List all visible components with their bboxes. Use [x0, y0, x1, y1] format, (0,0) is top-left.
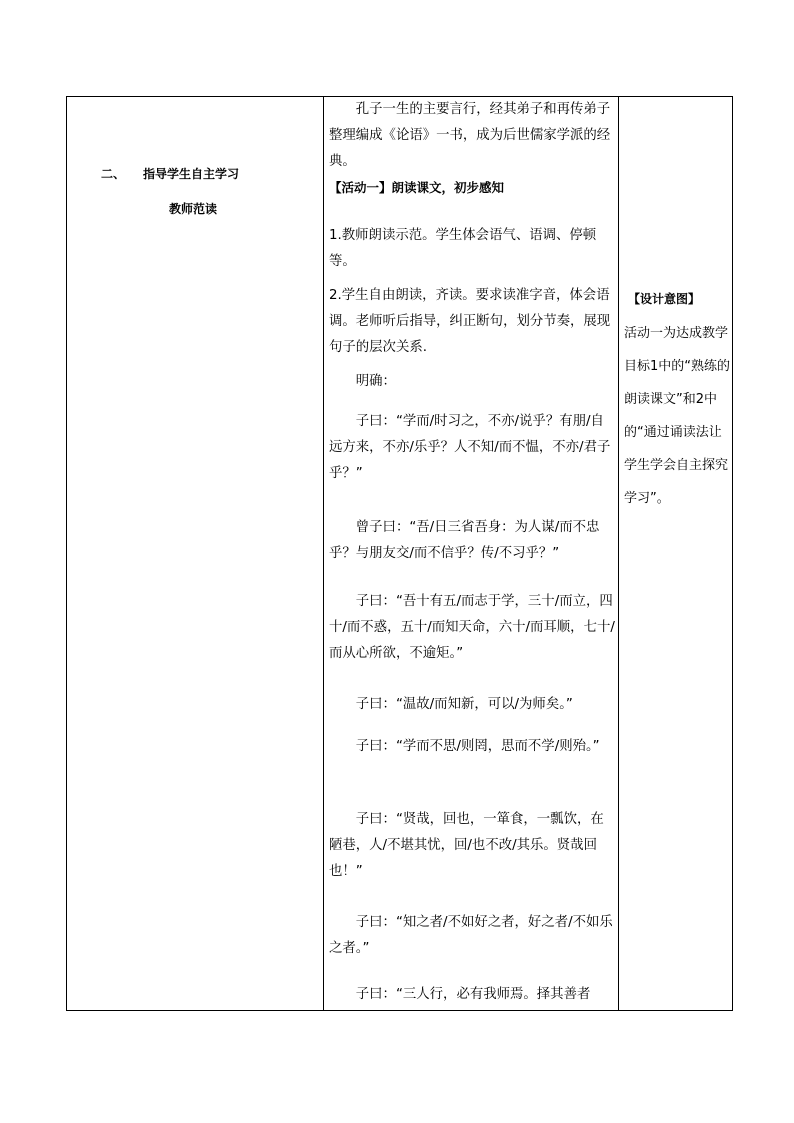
- design-intent-title: 【设计意图】: [628, 292, 701, 306]
- section-title: 指导学生自主学习: [143, 167, 240, 181]
- design-intent-body: 活动一为达成教学目标1中的“熟练的朗读课文”和2中的“通过诵读法让学生学会自主探究学习”。: [624, 326, 731, 506]
- quote-3: 子曰：“吾十有五/而志于学，三十/而立，四十/而不惑，五十/而知天命，六十/而耳顺，七十/而从心所欲，不逾矩。”: [329, 594, 615, 661]
- quote-8: 子曰：“三人行，必有我师焉。择其善者: [329, 987, 591, 1002]
- column-divider: [618, 97, 619, 1010]
- section-heading: [101, 165, 239, 182]
- activity-title: 【活动一】朗读课文，初步感知: [329, 180, 505, 195]
- step-2: 2.学生自由朗读，齐读。要求读准字音，体会语调。老师听后指导，纠正断句，划分节奏，展现句子的层次关系.: [329, 288, 611, 355]
- quote-4: 子曰：“温故/而知新，可以/为师矣。”: [329, 697, 573, 712]
- quote-2: 曾子曰：“吾/日三省吾身：为人谋/而不忠乎？与朋友交/而不信乎？传/不习乎？”: [329, 520, 600, 561]
- column-divider: [323, 97, 324, 1010]
- design-intent-column: [622, 97, 732, 1010]
- content-column: [329, 97, 616, 1010]
- clarify-label: 明确：: [329, 374, 396, 389]
- step-1: 1.教师朗读示范。学生体会语气、语调、停顿等。: [329, 228, 597, 269]
- quote-6: 子曰：“贤哉，回也，一箪食，一瓢饮，在陋巷，人/不堪其忧，回/也不改/其乐。贤哉回也！”: [329, 812, 604, 879]
- intro-paragraph: 孔子一生的主要言行，经其弟子和再传弟子整理编成《论语》一书，成为后世儒家学派的经典。: [329, 102, 611, 169]
- quote-5: 子曰：“学而不思/则罔，思而不学/则殆。”: [329, 739, 600, 754]
- quote-7: 子曰：“知之者/不如好之者，好之者/不如乐之者。”: [329, 915, 613, 956]
- section-subtitle: 教师范读: [169, 202, 218, 216]
- procedure-column: [67, 97, 323, 1010]
- section-number: 二、: [101, 167, 126, 181]
- quote-1: 子曰：“学而/时习之，不亦/说乎？有朋/自远方来，不亦/乐乎？人不知/而不愠，不亦/君子乎？”: [329, 414, 611, 481]
- lesson-plan-table: [66, 96, 733, 1011]
